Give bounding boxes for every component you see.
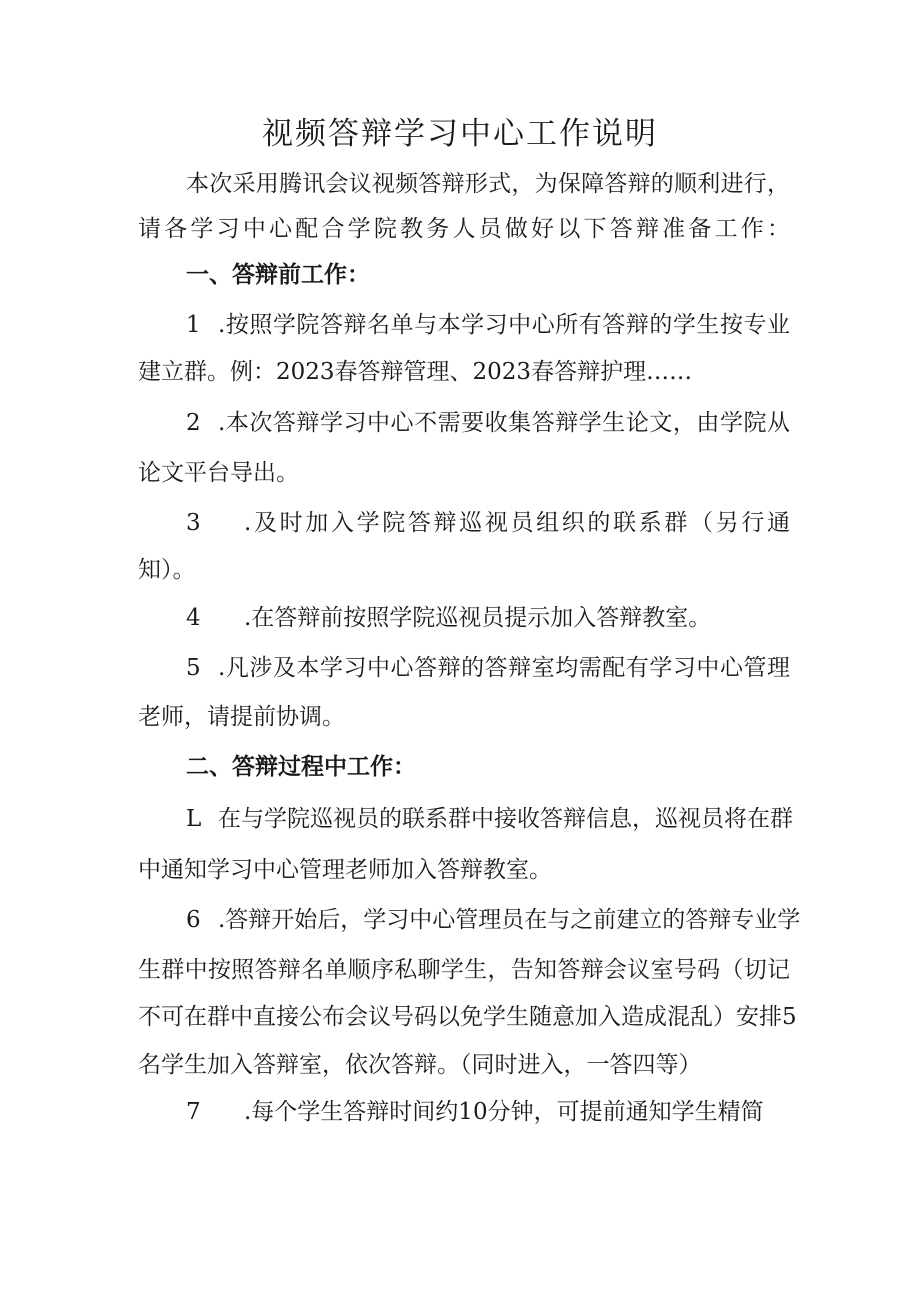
- list-item-text: .在答辩前按照学院巡视员提示加入答辩教室。: [244, 605, 712, 631]
- intro-line-1: 本次采用腾讯会议视频答辩形式，为保障答辩的顺利进行，: [186, 171, 790, 197]
- list-item-4-line-1: [186, 603, 711, 633]
- list-item-text: .本次答辩学习中心不需要收集答辩学生论文，由学院从: [218, 410, 790, 436]
- intro-line-2: 请各学习中心配合学院教务人员做好以下答辩准备工作：: [138, 216, 790, 242]
- list-item-text: .及时加入学院答辩巡视员组织的联系群（另行通: [244, 510, 790, 536]
- list-item-2-line-2: 论文平台导出。: [138, 460, 299, 486]
- list-item-2-line-1: [186, 408, 790, 438]
- section-2-heading: 二、答辩过程中工作：: [186, 754, 416, 780]
- list-item-6-line-3: 不可在群中直接公布会议号码以免学生随意加入造成混乱）安排5: [138, 1004, 797, 1030]
- list-item-6-line-2: 生群中按照答辩名单顺序私聊学生，告知答辩会议室号码（切记: [138, 957, 790, 983]
- list-item-number: 4: [186, 605, 201, 631]
- list-item-text: 在与学院巡视员的联系群中接收答辩信息，巡视员将在群: [218, 806, 793, 832]
- list-item-6-line-1: [186, 905, 801, 935]
- list-item-number: 5: [186, 655, 201, 681]
- list-item-5-line-1: [186, 653, 790, 683]
- list-item-number: 2: [186, 410, 201, 436]
- list-item-1-line-2: 建立群。例：2023春答辩管理、2023春答辩护理……: [138, 359, 693, 385]
- list-item-7-line-1: [186, 1097, 764, 1127]
- list-item-6-line-4: 名学生加入答辩室，依次答辩。（同时进入，一答四等）: [138, 1052, 702, 1078]
- list-item-l-line-1: [186, 804, 793, 834]
- list-item-5-line-2: 老师，请提前协调。: [138, 704, 345, 730]
- document-title: 视频答辩学习中心工作说明: [262, 116, 658, 152]
- list-item-3-line-2: 知）。: [138, 557, 196, 583]
- list-item-text: .按照学院答辩名单与本学习中心所有答辩的学生按专业: [218, 312, 790, 338]
- list-item-1-line-1: [186, 310, 790, 340]
- list-item-text: .凡涉及本学习中心答辩的答辩室均需配有学习中心管理: [218, 655, 790, 681]
- list-item-number: 1: [186, 312, 201, 338]
- list-item-number: 6: [186, 907, 201, 933]
- list-item-text: .每个学生答辩时间约10分钟，可提前通知学生精简: [244, 1099, 764, 1125]
- list-item-3-line-1: [186, 508, 790, 538]
- list-item-number: 3: [186, 510, 201, 536]
- list-item-number: L: [186, 806, 202, 832]
- list-item-number: 7: [186, 1099, 201, 1125]
- section-1-heading: 一、答辩前工作：: [186, 262, 370, 288]
- list-item-l-line-2: 中通知学习中心管理老师加入答辩教室。: [138, 857, 552, 883]
- list-item-text: .答辩开始后，学习中心管理员在与之前建立的答辩专业学: [218, 907, 801, 933]
